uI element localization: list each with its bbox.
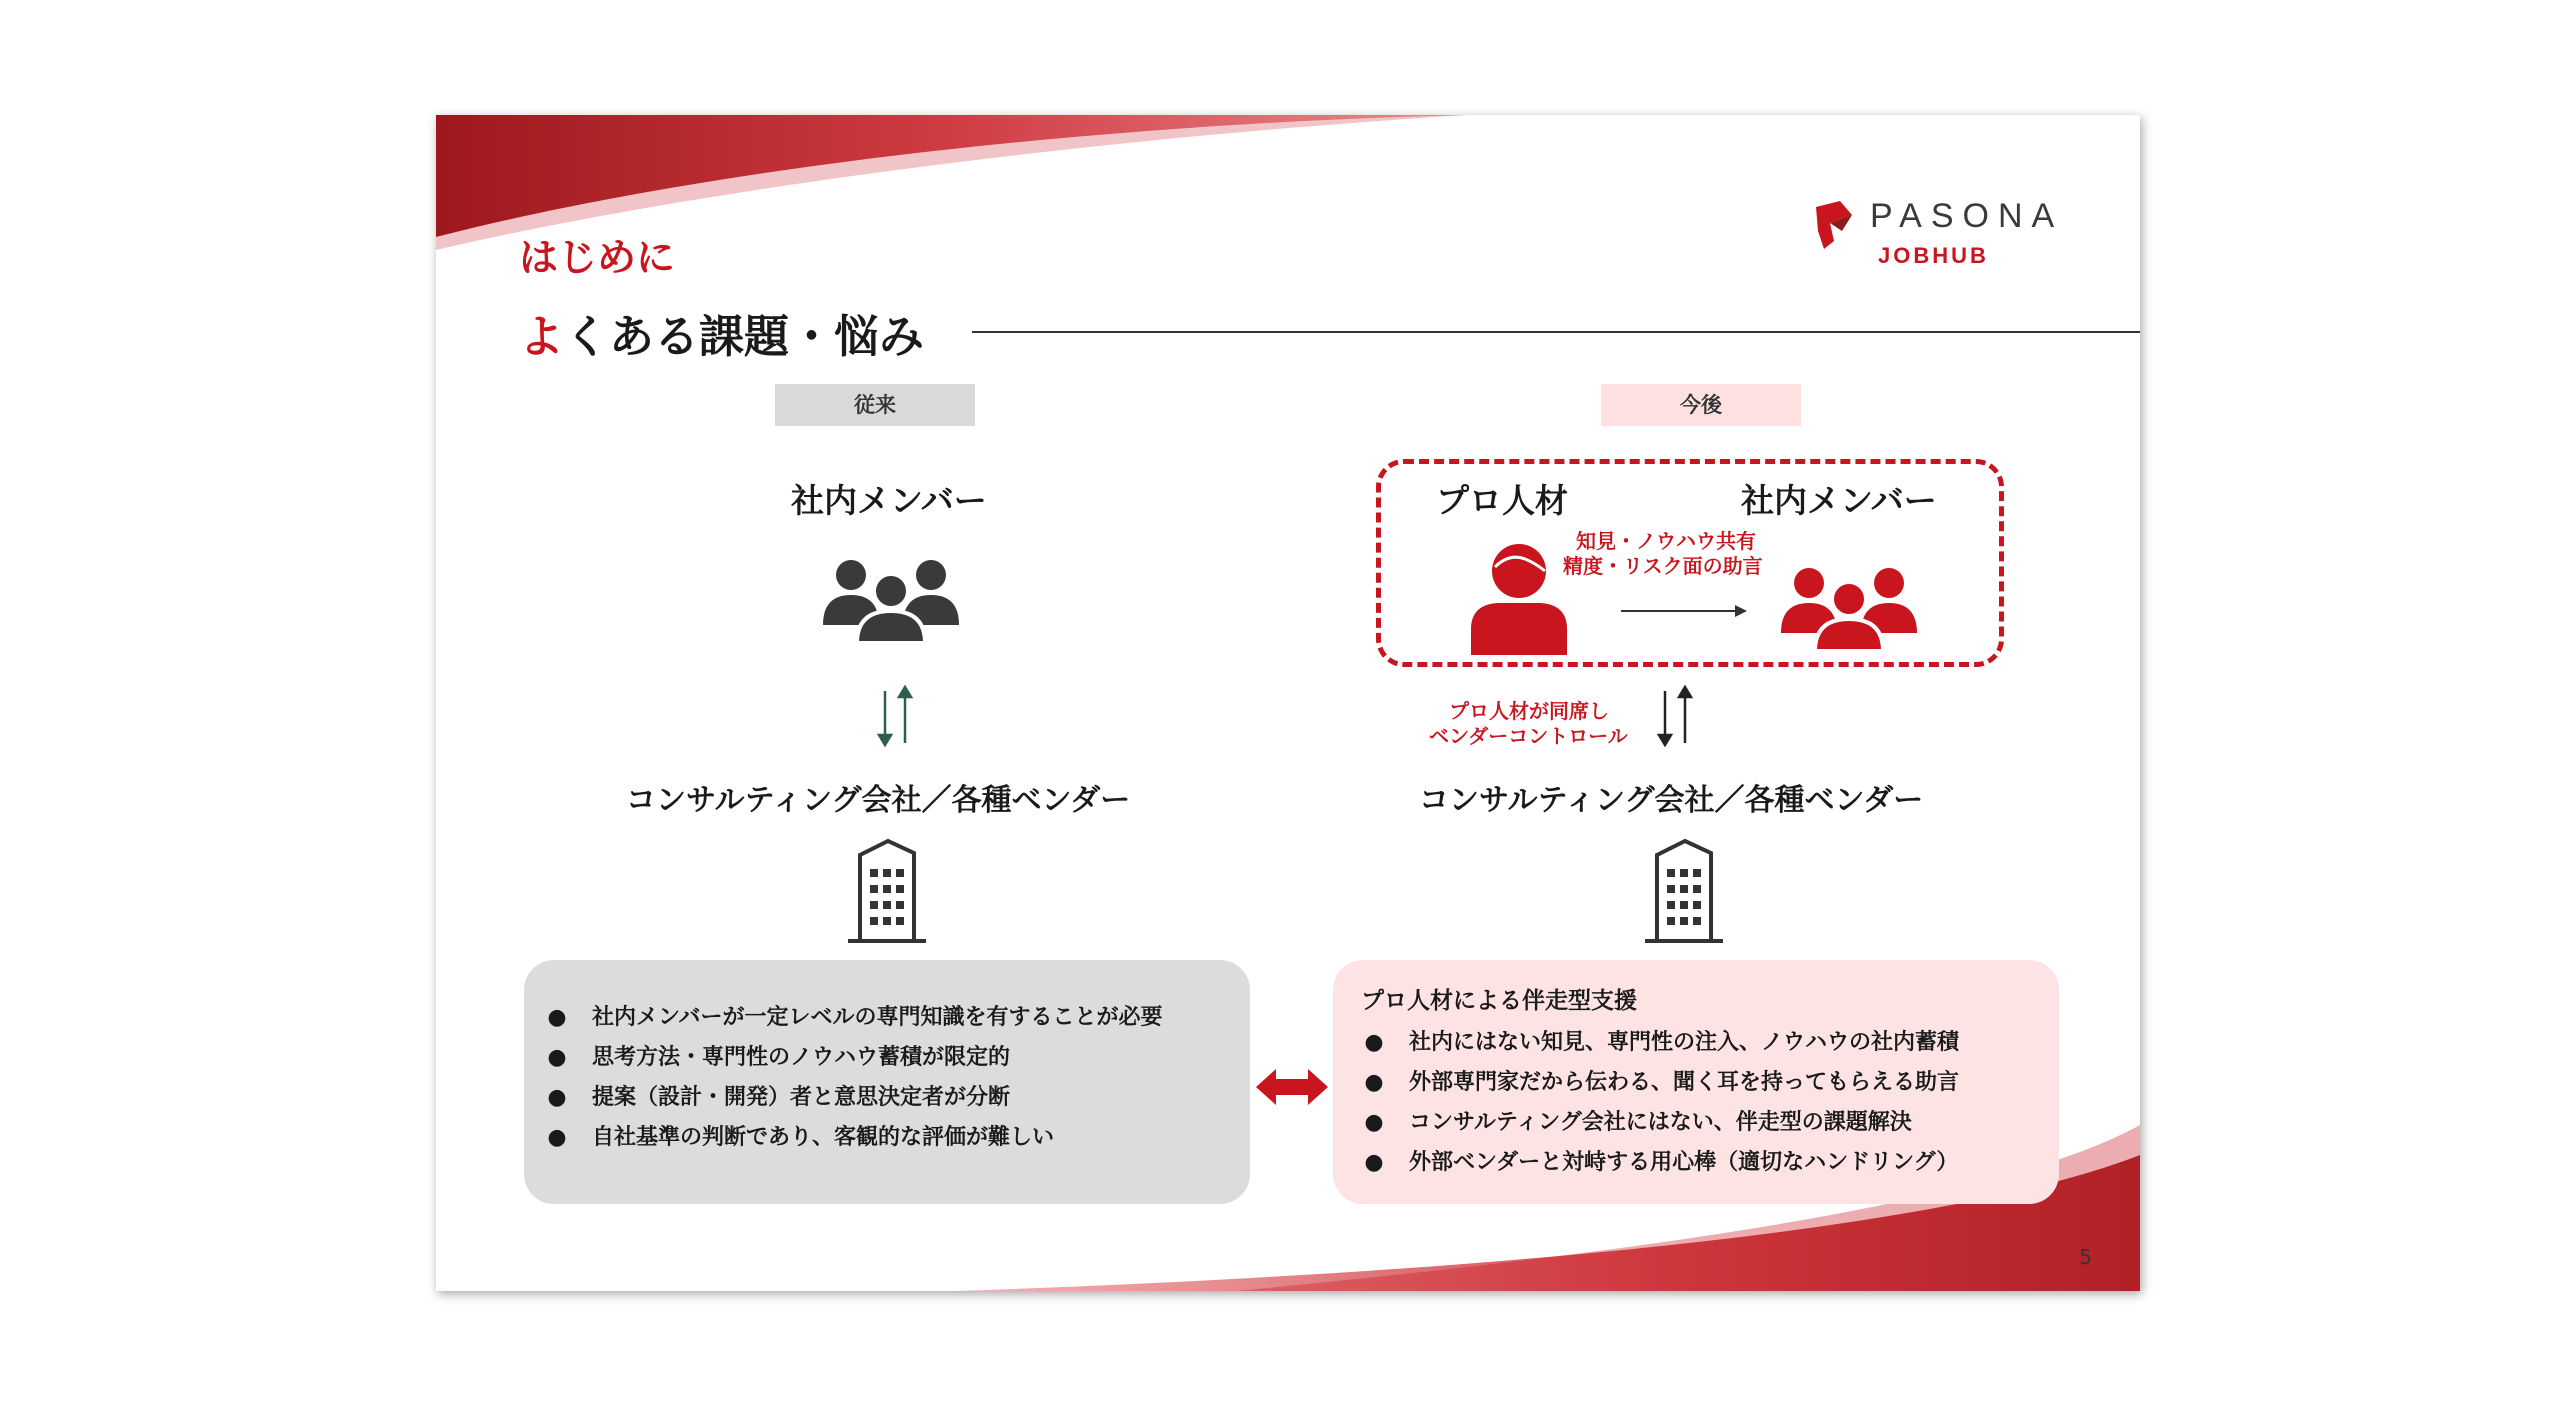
bullet-dot: ● [547, 1005, 567, 1030]
advice-text-line2: 精度・リスク面の助言 [1563, 554, 1763, 578]
brand-name: PASONA [1870, 197, 2064, 235]
list-item-text: コンサルティング会社にはない、伴走型の課題解決 [1409, 1110, 1912, 1135]
title-rest: くある課題・悩み [564, 310, 925, 363]
future-support-panel [1333, 960, 2059, 1204]
double-arrow-icon [1254, 1067, 1330, 1107]
slide [436, 115, 2140, 1291]
pasona-logo-icon [1812, 201, 1856, 249]
building-icon [1643, 837, 1725, 945]
control-text-line2: ベンダーコントロール [1429, 724, 1628, 748]
list-item-text: 思考方法・専門性のノウハウ蓄積が限定的 [592, 1045, 1011, 1070]
building-icon [846, 837, 928, 945]
list-item [1361, 1103, 2059, 1143]
bullet-dot: ● [547, 1085, 567, 1110]
list-item [1361, 1143, 2059, 1183]
list-item-text: 社内メンバーが一定レベルの専門知識を有することが必要 [592, 1005, 1163, 1030]
person-icon [1469, 541, 1569, 655]
list-item-text: 社内にはない知見、専門性の注入、ノウハウの社内蓄積 [1409, 1030, 1960, 1055]
conventional-issues-list [544, 998, 1250, 1158]
bullet-dot: ● [1364, 1110, 1384, 1135]
future-support-list [1361, 1023, 2059, 1183]
list-item [544, 1118, 1250, 1158]
bullet-dot: ● [1364, 1150, 1384, 1175]
right-exchange-arrows-icon [1652, 683, 1698, 749]
tag-future: 今後 [1601, 384, 1801, 426]
list-item [1361, 1063, 2059, 1103]
left-exchange-arrows-icon [872, 683, 918, 749]
title-first-char: よ [519, 310, 565, 363]
right-vendors-label: コンサルティング会社／各種ベンダー [1419, 783, 1924, 818]
share-arrow-icon [1619, 601, 1749, 621]
advice-text-line1: 知見・ノウハウ共有 [1576, 529, 1756, 553]
bullet-dot: ● [547, 1125, 567, 1150]
brand-logo [1812, 195, 2062, 275]
title-divider [972, 331, 2140, 333]
list-item-text: 外部専門家だから伝わる、聞く耳を持ってもらえる助言 [1409, 1070, 1960, 1095]
list-item-text: 自社基準の判断であり、客観的な評価が難しい [592, 1125, 1055, 1150]
people-group-icon [821, 553, 961, 643]
list-item-text: 外部ベンダーと対峙する用心棒（適切なハンドリング） [1409, 1150, 1959, 1175]
bullet-dot: ● [547, 1045, 567, 1070]
bullet-dot: ● [1364, 1030, 1384, 1055]
page-title [519, 300, 924, 365]
conventional-issues-panel [524, 960, 1250, 1204]
brand-subname: JOBHUB [1878, 243, 1989, 268]
list-item [1361, 1023, 2059, 1063]
section-label: はじめに [519, 236, 676, 281]
tag-conventional: 従来 [775, 384, 975, 426]
control-text-line1: プロ人材が同席し [1449, 699, 1609, 723]
people-group-red-icon [1779, 561, 1919, 651]
pro-talent-label: プロ人材 [1436, 481, 1568, 520]
list-item [544, 1038, 1250, 1078]
left-members-label: 社内メンバー [791, 481, 987, 520]
list-item-text: 提案（設計・開発）者と意思決定者が分断 [592, 1085, 1011, 1110]
list-item [544, 1078, 1250, 1118]
right-members-label: 社内メンバー [1741, 481, 1937, 520]
left-vendors-label: コンサルティング会社／各種ベンダー [626, 783, 1131, 818]
list-item [544, 998, 1250, 1038]
panel-heading: プロ人材による伴走型支援 [1361, 988, 1637, 1014]
page-number: 5 [2079, 1245, 2092, 1269]
bullet-dot: ● [1364, 1070, 1384, 1095]
